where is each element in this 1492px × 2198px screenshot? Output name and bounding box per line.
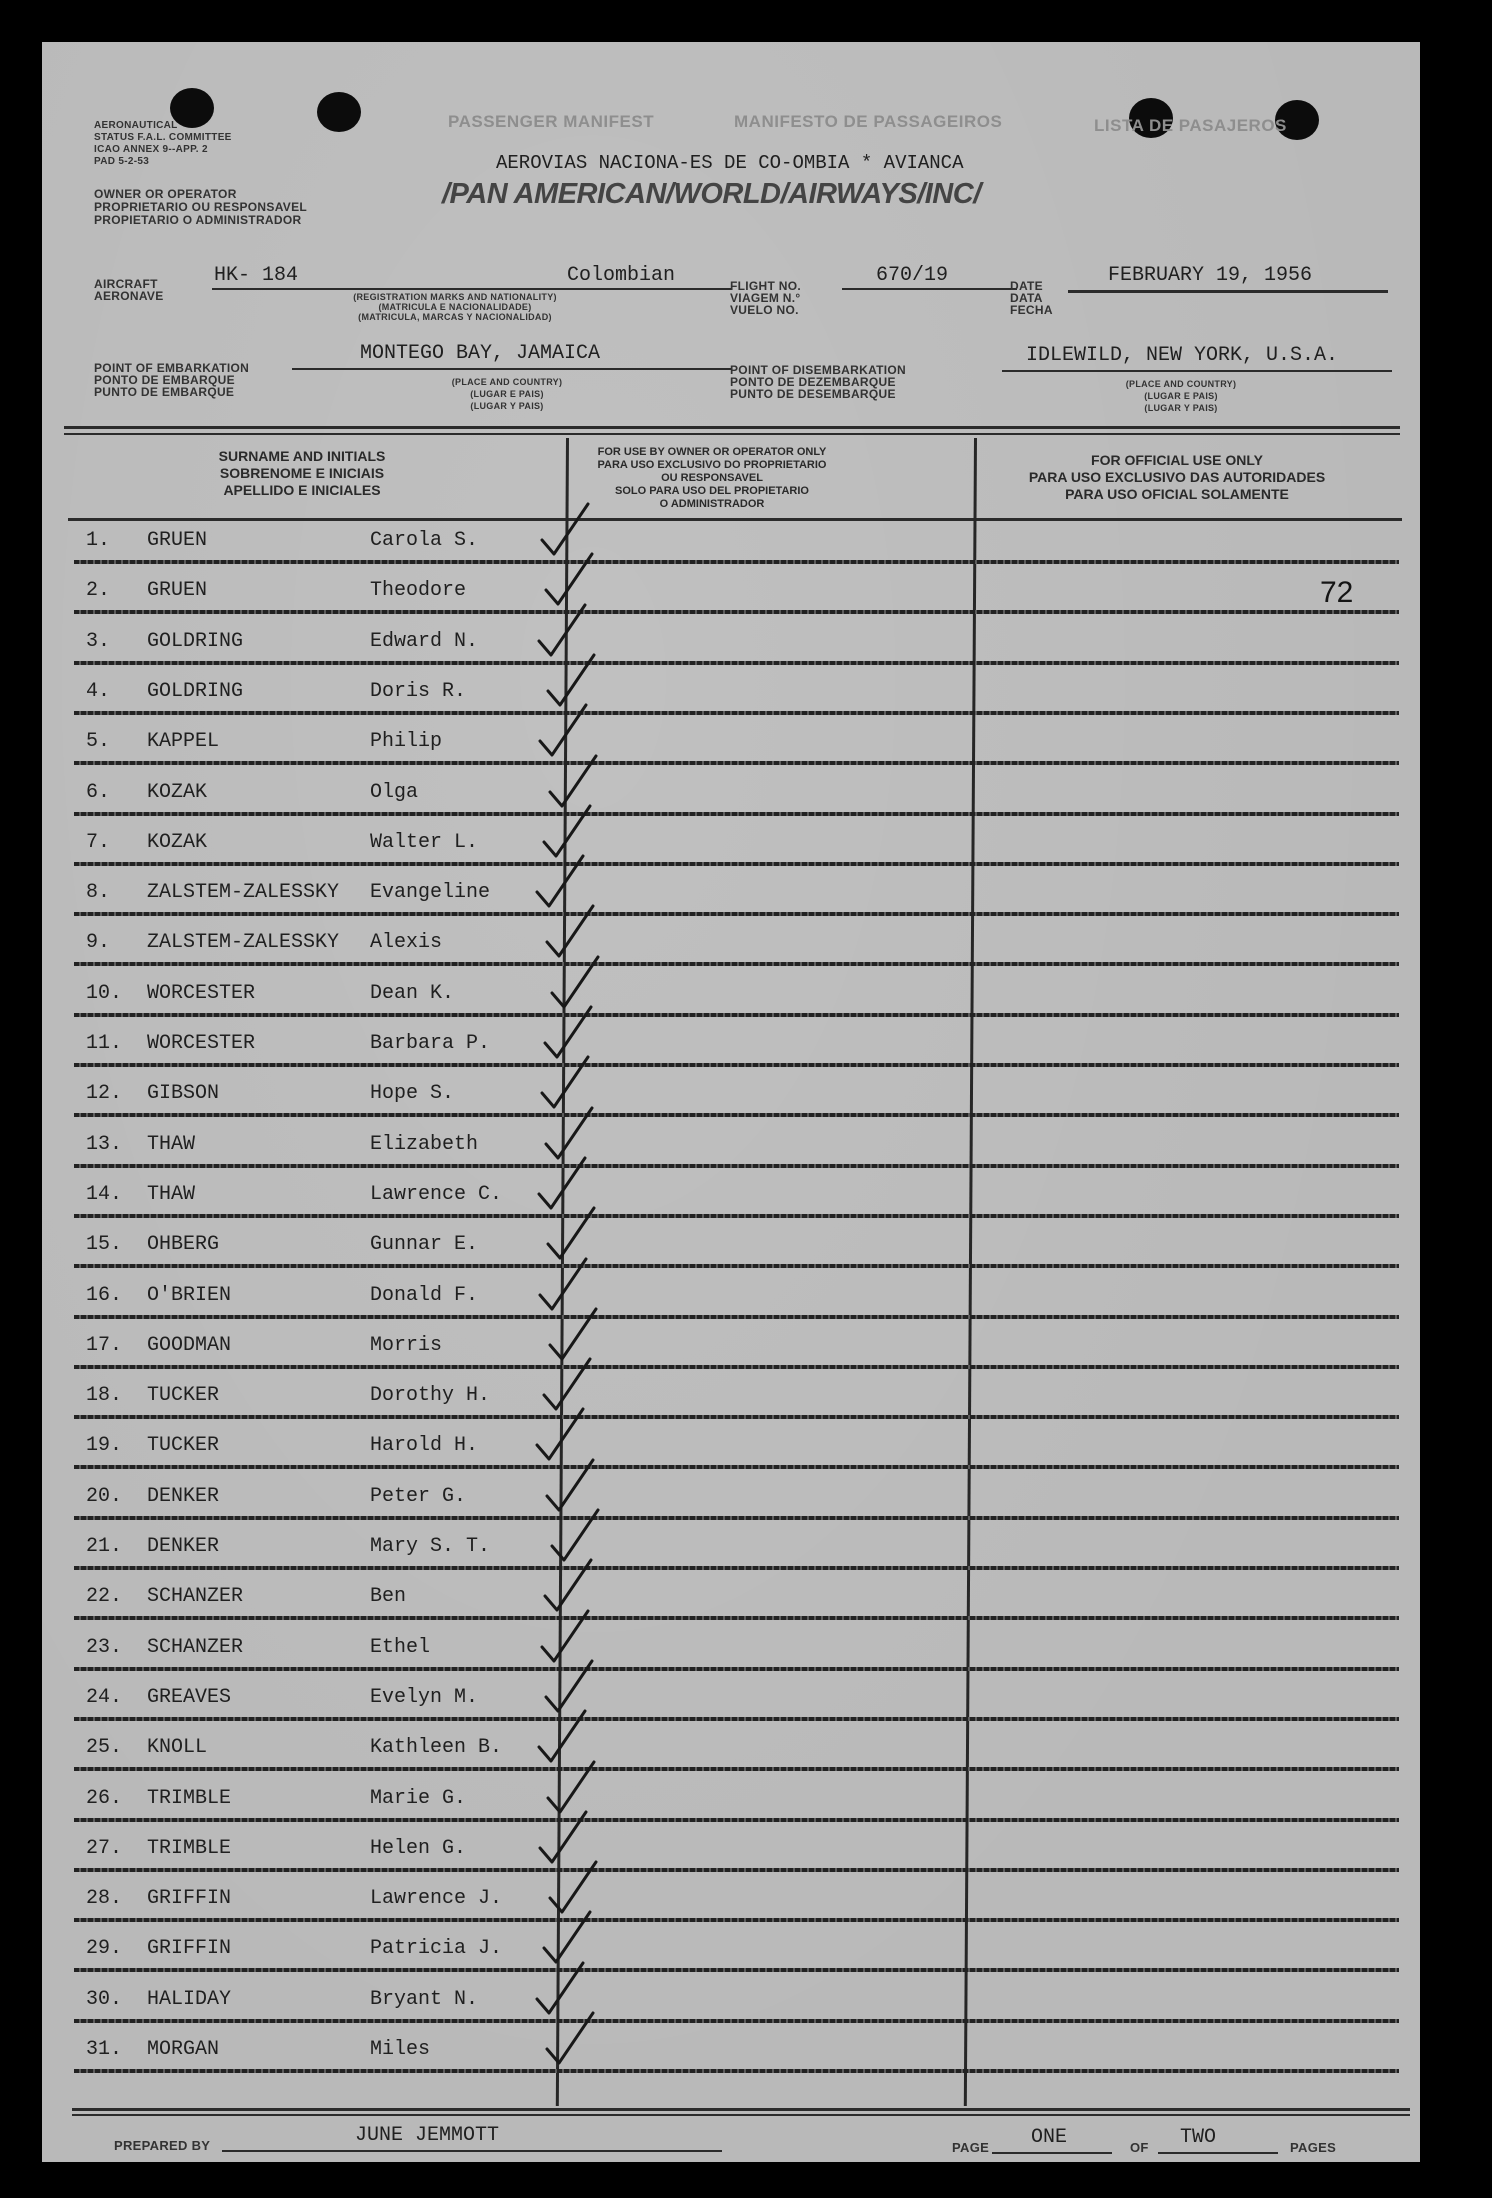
passenger-number: 6. [86, 780, 111, 804]
owner-label-en: OWNER OR OPERATOR [94, 187, 237, 201]
passenger-surname: GIBSON [147, 1082, 220, 1106]
passenger-row [74, 768, 1399, 816]
passenger-number: 8. [86, 881, 111, 905]
disembarkation-label-pt: PONTO DE DEZEMBARQUE [730, 375, 896, 389]
total-pages-underline [1158, 2152, 1278, 2154]
passenger-surname: KNOLL [147, 1736, 208, 1760]
embarkation-sublabel-en: (PLACE AND COUNTRY) [451, 377, 563, 387]
disembarkation-sublabel-en: (PLACE AND COUNTRY) [1125, 379, 1237, 389]
aircraft-sublabel [290, 292, 620, 322]
disembarkation-label-en: POINT OF DISEMBARKATION [730, 363, 907, 377]
passenger-surname: ZALSTEM-ZALESSKY [147, 881, 340, 905]
date-label-es: FECHA [1010, 303, 1053, 317]
column-header-names-en: SURNAME AND INITIALS [218, 448, 386, 464]
column-header-official-en: FOR OFFICIAL USE ONLY [1091, 452, 1263, 468]
passenger-given-name: Lawrence J. [370, 1887, 503, 1911]
manifest-sheet [42, 42, 1420, 2162]
passenger-given-name: Mary S. T. [370, 1535, 491, 1558]
row-rule [74, 1516, 1399, 1520]
passenger-row [74, 566, 1399, 614]
prepared-by-label: PREPARED BY [114, 2138, 211, 2153]
passenger-given-name: Bryant N. [370, 1987, 479, 2011]
passenger-given-name: Alexis [370, 931, 443, 955]
passenger-row [74, 1874, 1399, 1922]
column-header-owner-line: FOR USE BY OWNER OR OPERATOR ONLY [597, 446, 827, 458]
passenger-surname: GRIFFIN [147, 1937, 232, 1961]
passenger-surname: KOZAK [147, 780, 208, 804]
passenger-given-name: Ben [370, 1585, 407, 1609]
check-mark-icon [541, 2005, 621, 2075]
passenger-given-name: Elizabeth [370, 1132, 479, 1156]
column-header-owner-line: O ADMINISTRADOR [659, 498, 765, 510]
form-code-line: STATUS F.A.L. COMMITTEE [94, 132, 232, 143]
passenger-surname: GRUEN [147, 579, 208, 603]
passenger-row [74, 1673, 1399, 1721]
embarkation-label [94, 362, 249, 398]
header-rule [64, 433, 1400, 435]
row-rule [74, 1465, 1399, 1469]
form-title-es: LISTA DE PASAJEROS [1094, 116, 1287, 135]
passenger-row [74, 818, 1399, 866]
passenger-given-name: Kathleen B. [370, 1736, 503, 1760]
passenger-number: 9. [86, 931, 111, 955]
passenger-surname: WORCESTER [147, 1032, 256, 1055]
flight-label [730, 280, 801, 316]
passenger-row [74, 2025, 1399, 2073]
passenger-number: 15. [86, 1233, 123, 1257]
passenger-surname: THAW [147, 1132, 196, 1156]
passenger-surname: GOODMAN [147, 1333, 232, 1357]
passenger-surname: KOZAK [147, 830, 208, 854]
passenger-number: 23. [86, 1635, 123, 1659]
aircraft-label-en: AIRCRAFT [94, 277, 158, 291]
passenger-given-name: Donald F. [370, 1283, 479, 1307]
passenger-surname: DENKER [147, 1484, 220, 1508]
row-rule [74, 1566, 1399, 1570]
aircraft-underline [212, 288, 732, 290]
passenger-number: 2. [86, 579, 111, 603]
row-rule [74, 1918, 1399, 1922]
embarkation-label-pt: PONTO DE EMBARQUE [94, 373, 235, 387]
row-rule [74, 1264, 1399, 1268]
passenger-given-name: Philip [370, 730, 443, 754]
row-rule [74, 661, 1399, 665]
row-rule [74, 711, 1399, 715]
passenger-row [74, 1220, 1399, 1268]
passenger-given-name: Ethel [370, 1635, 431, 1659]
passenger-row [74, 1371, 1399, 1419]
passenger-given-name: Barbara P. [370, 1032, 491, 1055]
passenger-row [74, 1019, 1399, 1067]
passenger-row [74, 1774, 1399, 1822]
passenger-given-name: Evangeline [370, 881, 491, 905]
row-rule [74, 1868, 1399, 1872]
passenger-row [74, 868, 1399, 916]
row-rule [74, 2069, 1399, 2073]
flight-label-es: VUELO NO. [730, 303, 799, 317]
passenger-surname: MORGAN [147, 2038, 220, 2061]
column-header-owner-line: SOLO PARA USO DEL PROPIETARIO [615, 485, 809, 497]
passenger-given-name: Carola S. [370, 529, 479, 552]
passenger-surname: GRUEN [147, 529, 208, 552]
passenger-number: 5. [86, 730, 111, 754]
owner-label-pt: PROPRIETARIO OU RESPONSAVEL [94, 200, 308, 214]
passenger-number: 3. [86, 629, 111, 653]
passenger-number: 16. [86, 1283, 123, 1307]
total-pages: TWO [1180, 2126, 1217, 2149]
disembarkation-sublabel-pt: (LUGAR E PAIS) [1144, 391, 1218, 401]
page-underline [992, 2152, 1112, 2154]
embarkation-label-es: PUNTO DE EMBARQUE [94, 385, 235, 399]
row-rule [74, 1214, 1399, 1218]
row-rule [74, 1717, 1399, 1721]
passenger-given-name: Harold H. [370, 1434, 479, 1458]
passenger-surname: DENKER [147, 1535, 220, 1558]
embarkation-underline [292, 368, 732, 370]
page-number: ONE [1031, 2126, 1068, 2149]
passenger-surname: GREAVES [147, 1685, 232, 1709]
date-label-pt: DATA [1010, 291, 1043, 305]
column-header-names-pt: SOBRENOME E INICIAIS [219, 465, 385, 481]
row-rule [74, 1767, 1399, 1771]
aircraft-label [94, 278, 164, 302]
punch-hole [317, 92, 361, 132]
row-rule [74, 862, 1399, 866]
passenger-given-name: Hope S. [370, 1082, 455, 1106]
passenger-given-name: Peter G. [370, 1484, 467, 1508]
embarkation-sublabel [432, 376, 582, 412]
row-rule [74, 1667, 1399, 1671]
form-title-pt: MANIFESTO DE PASSAGEIROS [734, 112, 1003, 131]
passenger-number: 1. [86, 529, 111, 552]
flight-label-en: FLIGHT NO. [730, 279, 801, 293]
row-rule [74, 962, 1399, 966]
passenger-row [74, 1472, 1399, 1520]
aircraft-registration: HK- 184 [214, 264, 299, 287]
passenger-number: 25. [86, 1736, 123, 1760]
official-use-note: 72 [1320, 576, 1354, 609]
passenger-row [74, 1824, 1399, 1872]
passenger-given-name: Evelyn M. [370, 1685, 479, 1709]
passenger-given-name: Patricia J. [370, 1937, 503, 1961]
passenger-surname: TUCKER [147, 1434, 220, 1458]
disembarkation-sublabel [1106, 378, 1256, 414]
date-label [1010, 280, 1053, 316]
passenger-number: 11. [86, 1032, 123, 1055]
row-rule [74, 1063, 1399, 1067]
passenger-row [74, 1170, 1399, 1218]
embarkation-value: MONTEGO BAY, JAMAICA [360, 342, 601, 365]
passenger-number: 18. [86, 1384, 123, 1408]
passenger-row [74, 1623, 1399, 1671]
passenger-row [74, 1421, 1399, 1469]
column-header-owner-line: OU RESPONSAVEL [661, 472, 763, 484]
embarkation-sublabel-es: (LUGAR Y PAIS) [470, 401, 544, 411]
row-rule [74, 1968, 1399, 1972]
row-rule [74, 1164, 1399, 1168]
disembarkation-label [730, 364, 906, 400]
row-rule [74, 1365, 1399, 1369]
disembarkation-value: IDLEWILD, NEW YORK, U.S.A. [1026, 344, 1339, 367]
pages-label: PAGES [1290, 2140, 1337, 2155]
passenger-number: 7. [86, 830, 111, 854]
flight-underline [842, 288, 1017, 290]
passenger-given-name: Olga [370, 780, 419, 804]
passenger-row [74, 1321, 1399, 1369]
passenger-row [74, 1572, 1399, 1620]
passenger-row [74, 1271, 1399, 1319]
passenger-number: 27. [86, 1836, 123, 1860]
passenger-surname: ZALSTEM-ZALESSKY [147, 931, 340, 955]
form-code-block [94, 120, 232, 168]
disembarkation-label-es: PUNTO DE DESEMBARQUE [730, 387, 896, 401]
passenger-row [74, 1924, 1399, 1972]
form-title-en: PASSENGER MANIFEST [448, 112, 655, 131]
passenger-given-name: Helen G. [370, 1836, 467, 1860]
header-rule [64, 426, 1400, 429]
passenger-given-name: Edward N. [370, 629, 479, 653]
form-code-line: ICAO ANNEX 9--APP. 2 [94, 144, 208, 155]
prepared-by-underline [222, 2150, 722, 2152]
passenger-number: 13. [86, 1132, 123, 1156]
passenger-number: 4. [86, 679, 111, 703]
passenger-surname: TRIMBLE [147, 1836, 232, 1860]
row-rule [74, 912, 1399, 916]
passenger-given-name: Miles [370, 2038, 431, 2061]
passenger-surname: KAPPEL [147, 730, 220, 754]
aircraft-sublabel-pt: (MATRICULA E NACIONALIDADE) [378, 302, 532, 312]
passenger-surname: TRIMBLE [147, 1786, 232, 1810]
passenger-surname: GOLDRING [147, 679, 244, 703]
passenger-given-name: Marie G. [370, 1786, 467, 1810]
owner-label-es: PROPIETARIO O ADMINISTRADOR [94, 213, 302, 227]
row-rule [74, 1616, 1399, 1620]
passenger-given-name: Dorothy H. [370, 1384, 491, 1408]
passenger-row [74, 1522, 1399, 1570]
passenger-given-name: Lawrence C. [370, 1182, 503, 1206]
passenger-number: 19. [86, 1434, 123, 1458]
row-rule [74, 761, 1399, 765]
flight-number: 670/19 [876, 264, 949, 287]
row-rule [74, 1315, 1399, 1319]
form-code-line: AERONAUTICAL [94, 120, 178, 131]
footer-rule [72, 2114, 1410, 2116]
passenger-row [74, 1975, 1399, 2023]
date-underline [1068, 290, 1388, 293]
passenger-row [74, 617, 1399, 665]
passenger-number: 29. [86, 1937, 123, 1961]
passenger-number: 12. [86, 1082, 123, 1106]
passenger-number: 24. [86, 1685, 123, 1709]
page-label: PAGE [952, 2140, 990, 2155]
disembarkation-underline [1002, 370, 1392, 372]
column-header-names [122, 448, 482, 499]
form-code-line: PAD 5-2-53 [94, 156, 150, 167]
passenger-row [74, 1069, 1399, 1117]
passenger-given-name: Dean K. [370, 981, 455, 1005]
passenger-row [74, 918, 1399, 966]
date-label-en: DATE [1010, 279, 1043, 293]
passenger-number: 20. [86, 1484, 123, 1508]
passenger-surname: OHBERG [147, 1233, 220, 1257]
embarkation-sublabel-pt: (LUGAR E PAIS) [470, 389, 544, 399]
passenger-given-name: Walter L. [370, 830, 479, 854]
row-rule [74, 1415, 1399, 1419]
aircraft-sublabel-en: (REGISTRATION MARKS AND NATIONALITY) [353, 292, 557, 302]
row-rule [74, 1818, 1399, 1822]
prepared-by-value: JUNE JEMMOTT [355, 2124, 500, 2147]
passenger-surname: HALIDAY [147, 1987, 232, 2011]
owner-label [94, 188, 307, 227]
row-rule [74, 1113, 1399, 1117]
row-rule [74, 610, 1399, 614]
passenger-surname: WORCESTER [147, 981, 256, 1005]
aircraft-nationality: Colombian [567, 264, 676, 287]
passenger-number: 22. [86, 1585, 123, 1609]
column-header-names-es: APELLIDO E INICIALES [223, 482, 381, 498]
passenger-surname: TUCKER [147, 1384, 220, 1408]
row-rule [74, 560, 1399, 564]
passenger-number: 28. [86, 1887, 123, 1911]
passenger-given-name: Gunnar E. [370, 1233, 479, 1257]
column-header-official-use [977, 452, 1377, 503]
passenger-row [74, 969, 1399, 1017]
passenger-number: 31. [86, 2038, 123, 2061]
row-rule [74, 2019, 1399, 2023]
of-label: OF [1130, 2140, 1149, 2155]
footer-rule [72, 2108, 1410, 2111]
embarkation-label-en: POINT OF EMBARKATION [94, 361, 250, 375]
owner-line-2: /PAN AMERICAN/WORLD/AIRWAYS/INC/ [442, 178, 981, 210]
aircraft-sublabel-es: (MATRICULA, MARCAS Y NACIONALIDAD) [358, 312, 552, 322]
passenger-given-name: Theodore [370, 579, 467, 603]
passenger-given-name: Morris [370, 1333, 443, 1357]
passenger-row [74, 516, 1399, 564]
row-rule [74, 812, 1399, 816]
passenger-surname: GOLDRING [147, 629, 244, 653]
column-header-official-es: PARA USO OFICIAL SOLAMENTE [1065, 486, 1289, 502]
row-rule [74, 1013, 1399, 1017]
passenger-surname: THAW [147, 1182, 196, 1206]
passenger-surname: SCHANZER [147, 1585, 244, 1609]
passenger-number: 17. [86, 1333, 123, 1357]
column-header-owner-line: PARA USO EXCLUSIVO DO PROPRIETARIO [597, 459, 827, 471]
flight-label-pt: VIAGEM N.° [730, 291, 801, 305]
passenger-given-name: Doris R. [370, 679, 467, 703]
passenger-row [74, 1120, 1399, 1168]
passenger-number: 21. [86, 1535, 123, 1558]
passenger-row [74, 717, 1399, 765]
column-header-official-pt: PARA USO EXCLUSIVO DAS AUTORIDADES [1028, 469, 1326, 485]
passenger-surname: SCHANZER [147, 1635, 244, 1659]
passenger-surname: O'BRIEN [147, 1283, 232, 1307]
passenger-surname: GRIFFIN [147, 1887, 232, 1911]
passenger-number: 26. [86, 1786, 123, 1810]
owner-line-1: AEROVIAS NACIONA-ES DE CO-OMBIA * AVIANCA [496, 152, 964, 174]
passenger-number: 10. [86, 981, 123, 1005]
passenger-row [74, 667, 1399, 715]
passenger-number: 14. [86, 1182, 123, 1206]
disembarkation-sublabel-es: (LUGAR Y PAIS) [1144, 403, 1218, 413]
aircraft-label-pt: AERONAVE [94, 289, 164, 303]
date-value: FEBRUARY 19, 1956 [1108, 264, 1313, 287]
passenger-row [74, 1723, 1399, 1771]
passenger-number: 30. [86, 1987, 123, 2011]
